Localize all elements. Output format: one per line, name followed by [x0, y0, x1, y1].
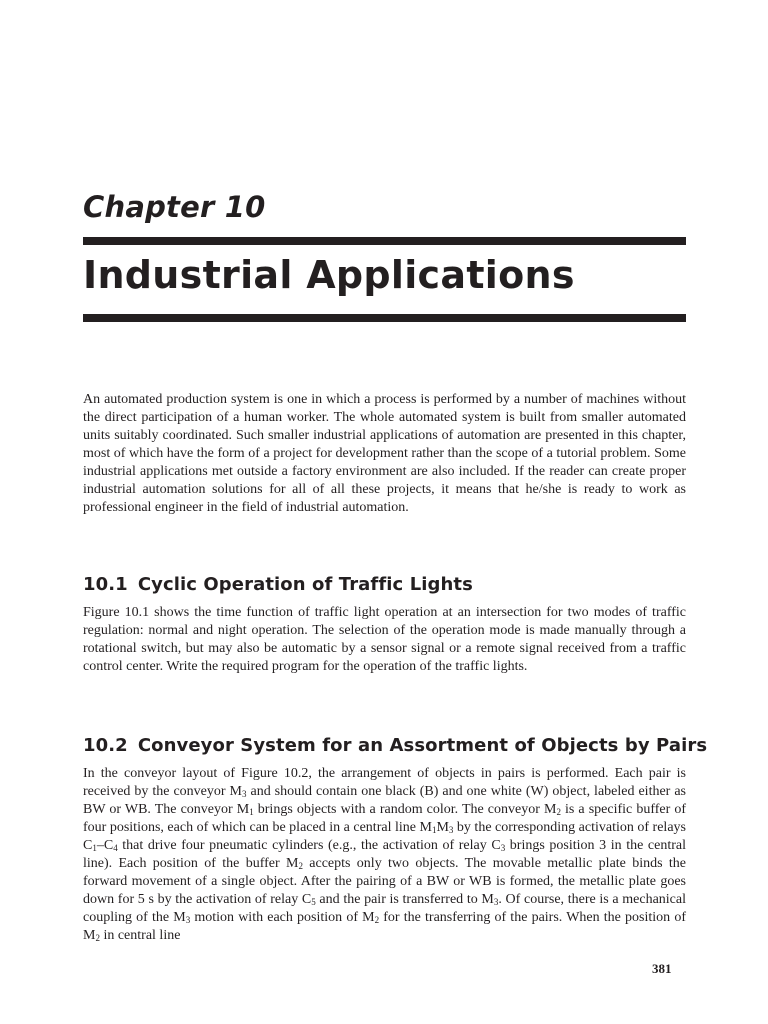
text-run: that drive four pneumatic cylinders (e.g., the activation of relay C	[117, 838, 501, 853]
section-number: 10.1	[83, 574, 128, 595]
section-10-1-paragraph: Figure 10.1 shows the time function of traffic light operation at an intersection for two modes of traffic regulation: normal and night operation. The selection of the operation mode is made manually through a rotational switch, but may also be automatic by a sensor signal or a remote signal received from a traffic control center. Write the required program for the operation of the traffic lights.	[83, 605, 686, 674]
subscript: 3	[448, 825, 454, 835]
text-run: brings position 3 in the central line). Each position of the buffer M	[83, 838, 686, 871]
text-run: M	[436, 820, 449, 835]
section-title: Conveyor System for an Assortment of Objects by Pairs	[137, 735, 708, 756]
section-title: Cyclic Operation of Traffic Lights	[137, 574, 473, 595]
text-run: accepts only two objects. The movable metallic plate binds the forward movement of a single object. After the pairing of a BW or WB is formed, the metallic plate goes down for 5 s by the activation of relay C	[83, 856, 686, 907]
subscript: 2	[556, 807, 561, 817]
subscript: 2	[95, 933, 100, 943]
text-run: is a specific buffer of four positions, each of which can be placed in a central line M	[83, 802, 687, 835]
text-run: in central line	[99, 928, 181, 943]
subscript: 5	[311, 897, 316, 907]
subscript: 2	[298, 861, 303, 871]
subscript: 3	[185, 915, 191, 925]
text-run: brings objects with a random color. The conveyor M	[253, 802, 557, 817]
text-run: motion with each position of M	[190, 910, 375, 925]
section-heading-10-2	[83, 735, 707, 756]
intro-paragraph: An automated production system is one in which a process is performed by a number of machines without the direct participation of a human worker. The whole automated system is built from smaller automated units suitably coordinated. Such smaller industrial applications of automation are presented in this chapter, most of which have the form of a project for development rather than the scope of a tutorial problem. Some industrial applications met outside a factory environment are also included. If the reader can create proper industrial automation solutions for all of all these projects, it means that he/she is ready to work as professional engineer in the field of industrial automation.	[83, 392, 686, 515]
text-run: –C	[96, 838, 114, 853]
subscript: 1	[431, 825, 437, 835]
section-10-2-paragraph	[83, 765, 686, 945]
text-run: by the corresponding activation of relays C	[83, 820, 686, 853]
text-run: . Of course, there is a mechanical coupling of the M	[83, 892, 687, 925]
subscript: 4	[113, 843, 118, 853]
text-run: for the transferring of the pairs. When the position of M	[83, 910, 686, 943]
text-run: In the conveyor layout of Figure 10.2, the arrangement of objects in pairs is performed. Each pair is received by the conveyor M	[83, 766, 686, 799]
page-number: 381	[652, 961, 672, 976]
section-heading-10-1	[83, 574, 473, 595]
subscript: 3	[493, 897, 499, 907]
subscript: 3	[500, 843, 506, 853]
chapter-label: Chapter 10	[83, 190, 266, 224]
chapter-rule-top	[83, 237, 686, 245]
subscript: 1	[249, 807, 254, 817]
chapter-title: Industrial Applications	[83, 253, 575, 297]
subscript: 1	[92, 843, 97, 853]
chapter-rule-bottom	[83, 314, 686, 322]
subscript: 3	[242, 789, 247, 799]
section-number: 10.2	[83, 735, 128, 756]
text-run: and should contain one black (B) and one white (W) object, labeled either as BW or WB. The conveyor M	[83, 784, 686, 817]
text-run: and the pair is transferred to M	[315, 892, 494, 907]
subscript: 2	[374, 915, 380, 925]
